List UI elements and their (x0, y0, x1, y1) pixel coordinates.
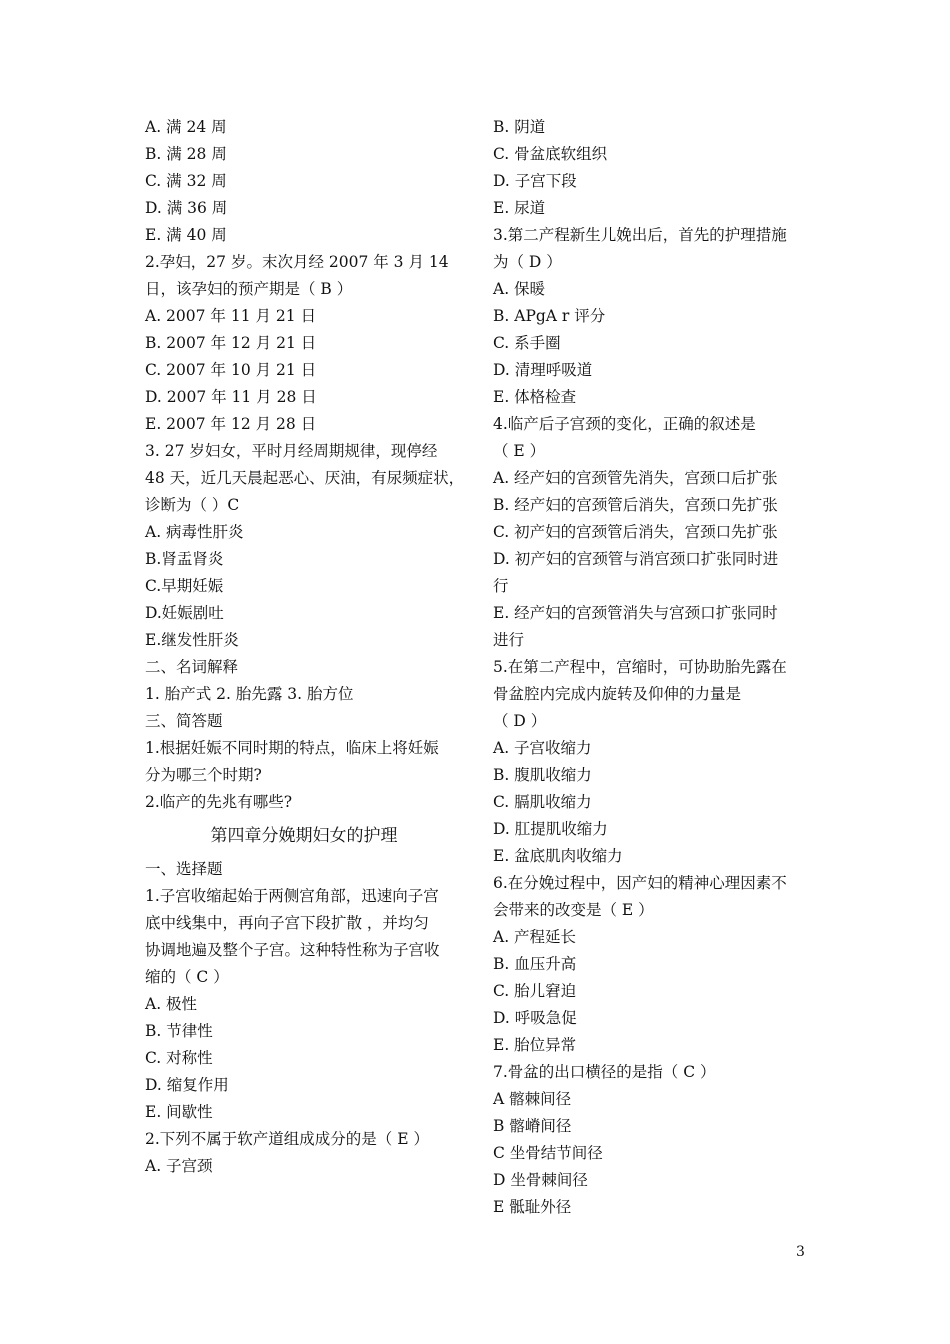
left-column (145, 114, 463, 1180)
option-text: E. 胎位异常 (493, 1036, 577, 1054)
option-text: B. 节律性 (145, 1022, 213, 1040)
question-text: 48 天，近几天晨起恶心、厌油，有尿频症状， (145, 469, 465, 487)
option-text: C. 胎儿窘迫 (493, 982, 577, 1000)
question-text: 2.孕妇，27 岁。末次月经 2007 年 3 月 14 (145, 253, 449, 271)
option-text: D. 清理呼吸道 (493, 361, 593, 379)
question-text: 1.子宫收缩起始于两侧宫角部，迅速向子宫 (145, 887, 439, 905)
option-text: D. 初产妇的宫颈管与消宫颈口扩张同时进 (493, 550, 779, 568)
option-text: E. 尿道 (493, 199, 546, 217)
question-text: 3.第二产程新生儿娩出后，首先的护理措施 (493, 226, 787, 244)
option-text: B. 血压升高 (493, 955, 577, 973)
option-text: A. 子宫颈 (145, 1157, 213, 1175)
option-text: D. 满 36 周 (145, 199, 228, 217)
option-text: B. 腹肌收缩力 (493, 766, 592, 784)
option-text: D. 呼吸急促 (493, 1009, 577, 1027)
question-text: 6.在分娩过程中，因产妇的精神心理因素不 (493, 874, 787, 892)
option-text: E. 间歇性 (145, 1103, 213, 1121)
question-text: （ D ） (493, 712, 547, 730)
option-text: E. 盆底肌肉收缩力 (493, 847, 623, 865)
question-text: （ E ） (493, 442, 546, 460)
option-text: B. 经产妇的宫颈管后消失，宫颈口先扩张 (493, 496, 778, 514)
option-text: C. 系手圈 (493, 334, 561, 352)
question-text: 2.下列不属于软产道组成成分的是（ E ） (145, 1130, 429, 1148)
option-text: D. 缩复作用 (145, 1076, 229, 1094)
option-text: C. 对称性 (145, 1049, 213, 1067)
section-heading: 一、选择题 (145, 860, 223, 878)
option-text: A. 2007 年 11 月 21 日 (145, 307, 317, 325)
question-text: 缩的（ C ） (145, 968, 229, 986)
option-text: C. 膈肌收缩力 (493, 793, 592, 811)
option-text: E. 经产妇的宫颈管消失与宫颈口扩张同时 (493, 604, 778, 622)
option-text: D. 肛提肌收缩力 (493, 820, 608, 838)
question-text: 会带来的改变是（ E ） (493, 901, 654, 919)
option-text: 行 (493, 577, 509, 595)
question-text: 诊断为（ ）C (145, 496, 240, 514)
option-text: C. 2007 年 10 月 21 日 (145, 361, 317, 379)
right-column (493, 114, 811, 1221)
question-text: 7.骨盆的出口横径的是指（ C ） (493, 1063, 716, 1081)
option-text: A. 极性 (145, 995, 198, 1013)
question-text: 4.临产后子宫颈的变化，正确的叙述是 (493, 415, 756, 433)
section-heading: 二、名词解释 (145, 658, 239, 676)
option-text: C.早期妊娠 (145, 577, 224, 595)
option-text: A. 子宫收缩力 (493, 739, 592, 757)
option-text: B 髂嵴间径 (493, 1117, 572, 1135)
option-text: B. 阴道 (493, 118, 546, 136)
option-text: A. 产程延长 (493, 928, 577, 946)
question-text: 1. 胎产式 2. 胎先露 3. 胎方位 (145, 685, 354, 703)
option-text: E. 体格检查 (493, 388, 577, 406)
option-text: E 骶耻外径 (493, 1198, 572, 1216)
question-text: 5.在第二产程中，宫缩时，可协助胎先露在 (493, 658, 787, 676)
option-text: C. 初产妇的宫颈管后消失，宫颈口先扩张 (493, 523, 778, 541)
page-number: 3 (796, 1244, 805, 1260)
option-text: C. 骨盆底软组织 (493, 145, 608, 163)
option-text: C 坐骨结节间径 (493, 1144, 603, 1162)
option-text: B. 2007 年 12 月 21 日 (145, 334, 317, 352)
question-text: 骨盆腔内完成内旋转及仰伸的力量是 (493, 685, 742, 703)
option-text: A. 病毒性肝炎 (145, 523, 244, 541)
question-text: 为（ D ） (493, 253, 562, 271)
option-text: D. 子宫下段 (493, 172, 577, 190)
section-heading: 三、简答题 (145, 712, 223, 730)
option-text: D 坐骨棘间径 (493, 1171, 588, 1189)
option-text: A. 满 24 周 (145, 118, 227, 136)
option-text: A 髂棘间径 (493, 1090, 572, 1108)
option-text: C. 满 32 周 (145, 172, 227, 190)
question-text: 2.临产的先兆有哪些? (145, 793, 293, 811)
question-text: 1.根据妊娠不同时期的特点，临床上将妊娠 (145, 739, 439, 757)
question-text: 3. 27 岁妇女，平时月经周期规律，现停经 (145, 442, 438, 460)
option-text: 进行 (493, 631, 525, 649)
option-text: E. 满 40 周 (145, 226, 227, 244)
chapter-title: 第四章分娩期妇女的护理 (210, 826, 398, 846)
option-text: B.肾盂肾炎 (145, 550, 224, 568)
option-text: A. 保暖 (493, 280, 546, 298)
question-text: 日，该孕妇的预产期是（ B ） (145, 280, 353, 298)
option-text: D.妊娠剧吐 (145, 604, 224, 622)
option-text: E. 2007 年 12 月 28 日 (145, 415, 317, 433)
option-text: A. 经产妇的宫颈管先消失，宫颈口后扩张 (493, 469, 778, 487)
question-text: 分为哪三个时期? (145, 766, 262, 784)
option-text: B. 满 28 周 (145, 145, 227, 163)
question-text: 底中线集中，再向子宫下段扩散 ，并均匀 (145, 914, 429, 932)
option-text: B. APgA r 评分 (493, 307, 606, 325)
question-text: 协调地遍及整个子宫。这种特性称为子宫收 (145, 941, 440, 959)
option-text: D. 2007 年 11 月 28 日 (145, 388, 317, 406)
option-text: E.继发性肝炎 (145, 631, 239, 649)
